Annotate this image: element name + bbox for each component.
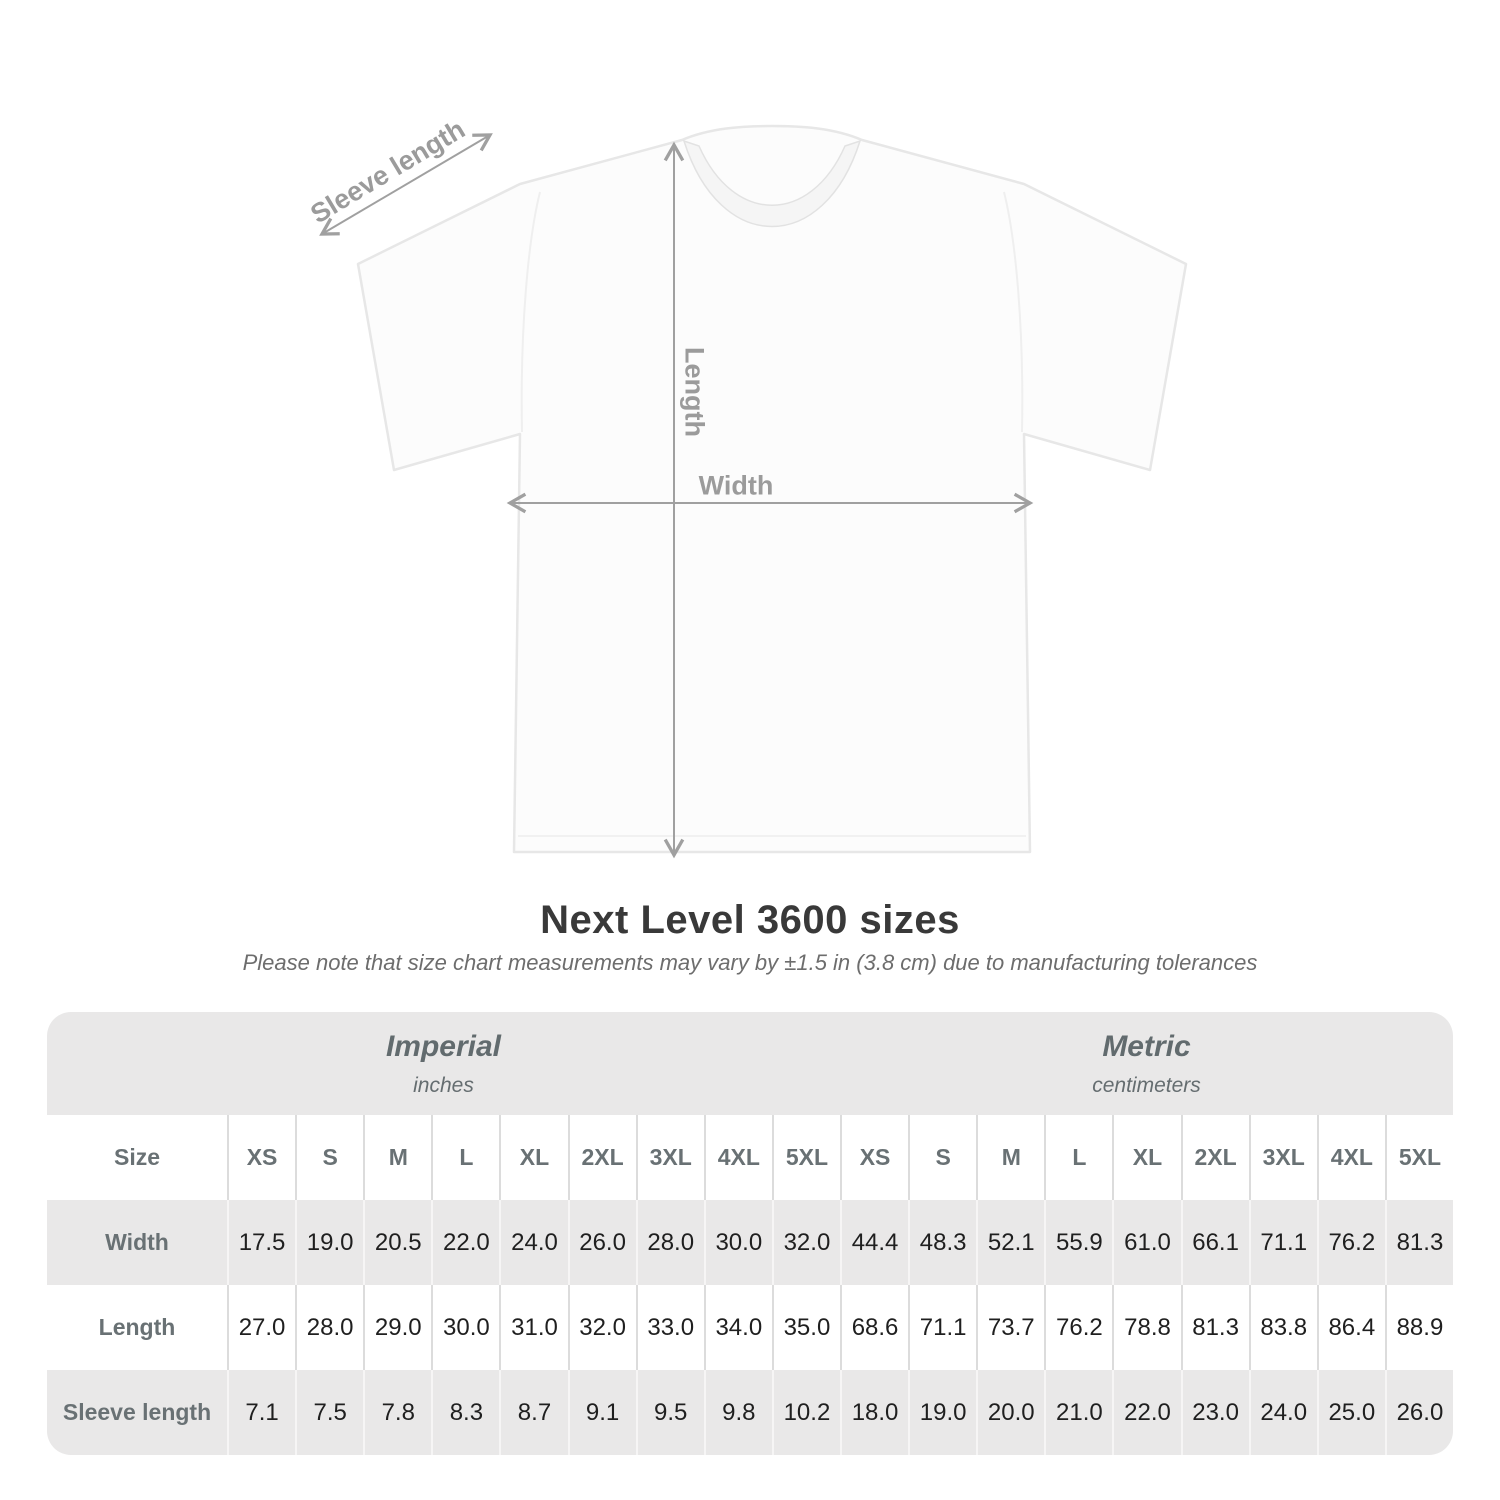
measurement-cell-width-imperial: 17.5: [227, 1200, 295, 1285]
size-column-header-metric-s: S: [908, 1115, 976, 1200]
length-label: Length: [679, 347, 710, 437]
measurement-cell-length-metric: 68.6: [840, 1285, 908, 1370]
measurement-cell-length-metric: 86.4: [1317, 1285, 1385, 1370]
measurement-cell-sleeve-length-imperial: 9.1: [568, 1370, 636, 1455]
measurement-cell-length-metric: 76.2: [1044, 1285, 1112, 1370]
measurement-cell-width-imperial: 32.0: [772, 1200, 840, 1285]
row-label-sleeve-length: Sleeve length: [47, 1370, 227, 1455]
measurement-cell-length-imperial: 33.0: [636, 1285, 704, 1370]
measurement-cell-length-metric: 88.9: [1385, 1285, 1453, 1370]
measurement-cell-width-metric: 66.1: [1181, 1200, 1249, 1285]
measurement-cell-width-imperial: 24.0: [499, 1200, 567, 1285]
measurement-cell-sleeve-length-metric: 21.0: [1044, 1370, 1112, 1455]
page-subtitle: Please note that size chart measurements may vary by ±1.5 in (3.8 cm) due to manufacturing tolerances: [242, 950, 1258, 975]
measurement-cell-sleeve-length-imperial: 9.5: [636, 1370, 704, 1455]
size-column-header-metric-4xl: 4XL: [1317, 1115, 1385, 1200]
unit-section-name: Metric: [1102, 1029, 1191, 1063]
measurement-cell-sleeve-length-metric: 18.0: [840, 1370, 908, 1455]
size-column-header-imperial-xs: XS: [227, 1115, 295, 1200]
size-column-header-metric-2xl: 2XL: [1181, 1115, 1249, 1200]
unit-section-metric: [840, 1012, 1453, 1115]
unit-section-imperial: [47, 1012, 840, 1115]
measurement-cell-width-metric: 52.1: [976, 1200, 1044, 1285]
measurement-cell-length-imperial: 27.0: [227, 1285, 295, 1370]
measurement-cell-width-imperial: 28.0: [636, 1200, 704, 1285]
measurement-cell-sleeve-length-imperial: 8.7: [499, 1370, 567, 1455]
size-column-header-imperial-4xl: 4XL: [704, 1115, 772, 1200]
measurement-cell-sleeve-length-metric: 25.0: [1317, 1370, 1385, 1455]
size-chart-table: [47, 1012, 1453, 1455]
measurement-cell-width-imperial: 22.0: [431, 1200, 499, 1285]
sleeve-length-label: Sleeve length: [305, 113, 471, 230]
measurement-cell-sleeve-length-imperial: 10.2: [772, 1370, 840, 1455]
measurement-cell-width-imperial: 20.5: [363, 1200, 431, 1285]
measurement-cell-sleeve-length-imperial: 8.3: [431, 1370, 499, 1455]
measurement-cell-sleeve-length-metric: 19.0: [908, 1370, 976, 1455]
measurement-cell-width-imperial: 26.0: [568, 1200, 636, 1285]
width-label: Width: [698, 470, 774, 501]
measurement-cell-length-imperial: 30.0: [431, 1285, 499, 1370]
measurement-cell-sleeve-length-metric: 26.0: [1385, 1370, 1453, 1455]
measurement-cell-width-metric: 71.1: [1249, 1200, 1317, 1285]
measurement-cell-length-imperial: 31.0: [499, 1285, 567, 1370]
measurement-cell-length-metric: 73.7: [976, 1285, 1044, 1370]
measurement-cell-sleeve-length-metric: 22.0: [1112, 1370, 1180, 1455]
size-column-header-metric-5xl: 5XL: [1385, 1115, 1453, 1200]
unit-section-unit: centimeters: [1092, 1073, 1201, 1097]
size-column-header-imperial-5xl: 5XL: [772, 1115, 840, 1200]
row-label-length: Length: [47, 1285, 227, 1370]
measurement-cell-length-imperial: 32.0: [568, 1285, 636, 1370]
measurement-cell-width-metric: 44.4: [840, 1200, 908, 1285]
measurement-cell-length-imperial: 28.0: [295, 1285, 363, 1370]
size-column-header-metric-3xl: 3XL: [1249, 1115, 1317, 1200]
size-column-header-imperial-s: S: [295, 1115, 363, 1200]
measurement-cell-width-metric: 48.3: [908, 1200, 976, 1285]
measurement-cell-width-metric: 61.0: [1112, 1200, 1180, 1285]
measurement-cell-sleeve-length-metric: 23.0: [1181, 1370, 1249, 1455]
measurement-cell-width-metric: 81.3: [1385, 1200, 1453, 1285]
measurement-cell-length-metric: 71.1: [908, 1285, 976, 1370]
size-column-header-metric-m: M: [976, 1115, 1044, 1200]
measurement-cell-length-imperial: 29.0: [363, 1285, 431, 1370]
measurement-cell-length-imperial: 35.0: [772, 1285, 840, 1370]
unit-section-unit: inches: [413, 1073, 474, 1097]
measurement-cell-length-metric: 78.8: [1112, 1285, 1180, 1370]
measurement-cell-sleeve-length-imperial: 7.1: [227, 1370, 295, 1455]
measurement-cell-width-imperial: 30.0: [704, 1200, 772, 1285]
size-column-header-metric-l: L: [1044, 1115, 1112, 1200]
measurement-cell-sleeve-length-metric: 20.0: [976, 1370, 1044, 1455]
size-column-header-imperial-2xl: 2XL: [568, 1115, 636, 1200]
measurement-cell-length-metric: 83.8: [1249, 1285, 1317, 1370]
measurement-cell-sleeve-length-imperial: 7.5: [295, 1370, 363, 1455]
measurement-cell-length-imperial: 34.0: [704, 1285, 772, 1370]
measurement-cell-width-imperial: 19.0: [295, 1200, 363, 1285]
size-header-cell: Size: [47, 1115, 227, 1200]
size-column-header-imperial-l: L: [431, 1115, 499, 1200]
unit-section-name: Imperial: [385, 1029, 502, 1063]
measurement-cell-width-metric: 76.2: [1317, 1200, 1385, 1285]
size-column-header-imperial-xl: XL: [499, 1115, 567, 1200]
measurement-cell-sleeve-length-imperial: 7.8: [363, 1370, 431, 1455]
measurement-cell-length-metric: 81.3: [1181, 1285, 1249, 1370]
size-column-header-imperial-m: M: [363, 1115, 431, 1200]
row-label-width: Width: [47, 1200, 227, 1285]
measurement-cell-sleeve-length-metric: 24.0: [1249, 1370, 1317, 1455]
measurement-cell-width-metric: 55.9: [1044, 1200, 1112, 1285]
size-column-header-metric-xl: XL: [1112, 1115, 1180, 1200]
measurement-cell-sleeve-length-imperial: 9.8: [704, 1370, 772, 1455]
size-column-header-metric-xs: XS: [840, 1115, 908, 1200]
page-title: Next Level 3600 sizes: [540, 898, 960, 942]
size-column-header-imperial-3xl: 3XL: [636, 1115, 704, 1200]
